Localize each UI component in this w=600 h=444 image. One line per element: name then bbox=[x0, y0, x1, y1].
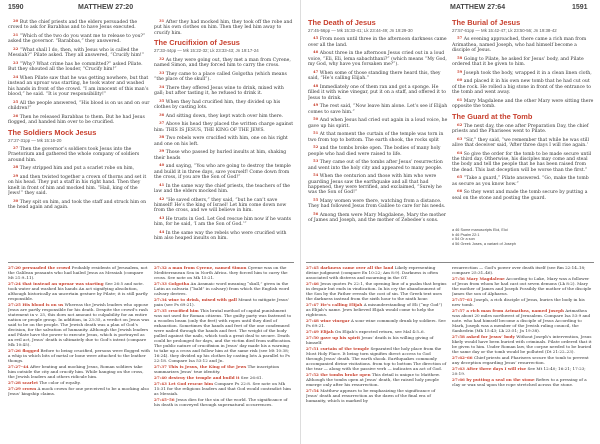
section-ref-soldiers-mock: 27:27-31pp — Mk 15:16-20 bbox=[8, 137, 62, 143]
left-running-head: MATTHEW 27:20 bbox=[78, 4, 134, 11]
note-reference: 27:63 After three days I will rise bbox=[452, 366, 527, 371]
note-reference: 27:40 destroy the temple and build it bbox=[154, 375, 240, 380]
left-column-1 bbox=[8, 18, 150, 254]
footnotes-block bbox=[452, 228, 594, 246]
verse bbox=[8, 198, 150, 211]
note-reference: 27:32 a man from Cyrene, named Simon bbox=[154, 265, 247, 270]
verses-block-1 bbox=[8, 18, 150, 126]
study-note bbox=[452, 276, 594, 296]
section-heading-death: The Death of Jesus bbox=[308, 18, 376, 27]
note-reference: 27:35 crucified him bbox=[154, 308, 199, 313]
study-note bbox=[8, 364, 150, 379]
verse-number: 50 bbox=[313, 116, 319, 122]
verse bbox=[8, 18, 150, 31]
verse bbox=[8, 99, 150, 112]
study-note bbox=[8, 265, 150, 280]
verse bbox=[154, 84, 294, 97]
verse-text: In the same way the rebels who were crucified with him also heaped insults on him. bbox=[154, 231, 287, 242]
note-text: On Elijah’s expected return, see Mal 4:5–6. bbox=[334, 329, 425, 334]
note-reference: 27:29 crown bbox=[8, 386, 37, 391]
footnote: b 46 Psalm 22:1 bbox=[452, 232, 480, 237]
verse-number: 29 bbox=[13, 173, 19, 179]
study-note bbox=[306, 335, 448, 345]
left-study-notes-2 bbox=[154, 265, 294, 441]
verse bbox=[8, 173, 150, 197]
study-note bbox=[8, 302, 150, 347]
left-notes-divider bbox=[8, 262, 294, 263]
right-column-1 bbox=[308, 16, 448, 254]
verse-text: “He saved others,” they said, “but he can’t save himself! He’s the king of Israel! Let him come down now from the cross, and we will believe in him. bbox=[154, 197, 287, 214]
verse-number: 61 bbox=[457, 96, 463, 102]
verse bbox=[154, 196, 294, 214]
verse-text: There they offered Jesus wine to drink, mixed with gall; but after tasting it, he refused to drink it. bbox=[154, 85, 284, 97]
note-reference: 27:28 scarlet bbox=[8, 380, 38, 385]
note-reference: 27:33 Golgotha bbox=[154, 281, 190, 286]
verse bbox=[8, 74, 150, 98]
footnote: a 46 Some manuscripts Eloi, Eloi bbox=[452, 228, 508, 232]
footnote: c 54 Or a son bbox=[452, 237, 475, 242]
verse-number: 52 bbox=[313, 144, 319, 150]
study-note bbox=[154, 297, 294, 307]
verse-text: Joseph took the body, wrapped it in a clean linen cloth, bbox=[463, 70, 592, 76]
section-heading-crucifixion: The Crucifixion of Jesus bbox=[154, 38, 240, 48]
left-page-number: 1590 bbox=[8, 4, 24, 11]
note-text-continued: An act signifying absolution, although historically an uncertain gesture by Pilate; it is still partly responsible. bbox=[8, 286, 148, 301]
note-text: An Aramaic word meaning “skull,” given in the Latin as calvaria (“bald” in calvary) from which the English word calvary derives. bbox=[154, 281, 290, 296]
translation-footnotes bbox=[452, 228, 594, 258]
verse-text: Above his head they placed the written charge against him: THIS IS JESUS, THE KING OF THE JEWS. bbox=[154, 122, 294, 133]
note-reference: 27:43 Let God rescue him bbox=[154, 381, 214, 386]
verse-number: 59 bbox=[457, 68, 463, 74]
note-text: After beating and mocking Jesus, Roman soldiers take him outside the city and crucify him. While hanging on the cross, the Jewish leaders and others ridicule him. bbox=[8, 364, 144, 379]
note-reference: 27:25 His blood is on us bbox=[8, 302, 64, 307]
verse-number: 39 bbox=[159, 148, 165, 154]
note-text: Probably residents of Jerusalem, not the Galilean peasants who had hailed Jesus as Messiah (compare Mt 21:9–11). bbox=[8, 265, 148, 280]
section-ref-crucifixion: 27:33-44pp — Mk 15:22-32; Lk 23:33-43; Jn 19:17-24 bbox=[154, 48, 259, 54]
verse-number: 26 bbox=[13, 112, 19, 118]
verse-text: Immediately one of them ran and got a sponge. He filled it with wine vinegar, put it on a staff, and offered it to Jesus to drink. bbox=[308, 84, 447, 101]
verse bbox=[154, 215, 294, 228]
verse-number: 32 bbox=[159, 55, 165, 61]
study-note bbox=[154, 381, 294, 396]
verse-text: “Which of the two do you want me to release to you?” asked the governor. “Barabbas,” they answered. bbox=[8, 34, 146, 45]
study-note bbox=[452, 265, 594, 275]
note-reference: 27:48 wine vinegar bbox=[306, 318, 350, 323]
verse bbox=[452, 35, 594, 53]
verse-text: They spit on him, and took the staff and struck him on the head again and again. bbox=[8, 199, 147, 211]
verse-number: 65 bbox=[457, 174, 463, 180]
note-text: This brutal method of capital punishment was not used for Roman citizens. The guilty party was fastened to a wooden beam (only the feet) with ropes until they died of exhaustion. Sometimes the hands and feet of the one condemned were nailed through the hands and feet. The weight of the body pulled against the nails, which took a great deal to secure. Death could be prolonged for days, and the victim died from suffocation. The public nature of crucifixion in Jesus’ day made his a warning to take up a cross and follow him at the same risk (see Mt 10:38; 16:24). they divided up his clothes by casting lots bbox=[154, 308, 292, 358]
verse bbox=[154, 182, 294, 195]
verse bbox=[308, 83, 448, 101]
note-text: A sour wine commonly drunk by soldiers. See Ps 69:21. bbox=[306, 318, 446, 328]
verse bbox=[452, 97, 594, 110]
note-text: According to Luke, Mary was a follower of Jesus from whom he had cast out seven demons (Lk 8:2). Mary the mother of James and Joseph bbox=[452, 276, 590, 291]
note-text-continued: According to Mark, Joseph was a member of the Jewish ruling council, the Sanhedrin (Mk 15:43; Lk 23:51; Jn 19:38). bbox=[452, 318, 582, 333]
verse-text: As they were going out, they met a man from Cyrene, named Simon, and they forced him to carry the cross. bbox=[154, 57, 291, 69]
verse bbox=[452, 55, 594, 68]
verse-number: 31 bbox=[159, 18, 165, 23]
verse bbox=[452, 188, 594, 201]
verse-number: 53 bbox=[313, 158, 319, 164]
verse bbox=[154, 148, 294, 161]
verse-number: 36 bbox=[159, 111, 165, 117]
right-column-2 bbox=[452, 16, 594, 224]
study-note bbox=[306, 318, 448, 328]
section-heading-burial: The Burial of Jesus bbox=[452, 18, 521, 27]
left-study-notes-1 bbox=[8, 265, 150, 441]
note-reference: 27:51 curtain of the temple bbox=[306, 346, 370, 351]
verse-number: 58 bbox=[457, 54, 463, 60]
verse-number: 35 bbox=[159, 97, 165, 103]
verse-text: Those who passed by hurled insults at him, shaking their heads bbox=[154, 150, 287, 161]
verse bbox=[154, 98, 294, 111]
verse bbox=[154, 56, 294, 69]
verse bbox=[8, 46, 150, 59]
verse-text: When the centurion and those with him who were guarding Jesus saw the earthquake and all that had happened, they were terrified, and exclaimed, “Surely he was the Son of God!” bbox=[308, 174, 442, 196]
note-text: Jesus’ death is his willing giving of himself. bbox=[306, 335, 434, 345]
verse-text: The next day, the one after Preparation Day, the chief priests and the Pharisees went to Pilate. bbox=[452, 123, 589, 135]
verse-number: 27 bbox=[13, 145, 19, 151]
verse bbox=[154, 120, 294, 133]
footnote: d 56 Greek Joses, a variant of Joseph bbox=[452, 241, 516, 246]
note-reference: 27:49 Elijah bbox=[306, 329, 334, 334]
verse bbox=[8, 145, 150, 163]
verse bbox=[308, 144, 448, 157]
verse-text: Then he released Barabbas to them. But he had Jesus flogged, and handed him over to be crucified. bbox=[8, 114, 145, 126]
verse-text: So give the order for the tomb to be made secure until the third day. Otherwise, his disciples may come and steal the body and tell the people that he has been raised from the dead. This last deception will be worse than the first.” bbox=[452, 151, 592, 173]
verse-number: 47 bbox=[313, 68, 319, 74]
verse-text: After they had mocked him, they took off the robe and put his own clothes on him. Then they led him away to crucify him. bbox=[154, 20, 293, 36]
note-text: Matthew appears to be emphasizing the significance of Jesus’ death and resurrection as the dawn of the final era of humanity, which is marked by bbox=[306, 388, 436, 403]
section-ref-death: 27:45-56pp — Mk 15:33-41; Lk 23:44-49; Jn 19:29-30 bbox=[308, 28, 413, 33]
verse-number: 20 bbox=[13, 18, 19, 23]
verses-block-2 bbox=[8, 145, 150, 211]
verse-number: 63 bbox=[457, 135, 463, 141]
note-text: The color of royalty. bbox=[39, 380, 81, 385]
note-text: Cyrene was on the Mediterranean Sea in North Africa. they forced him to carry the cross. See note on Mk 15:21. bbox=[154, 265, 288, 280]
verse-text: He trusts in God. Let God rescue him now if he wants him, for he said, ‘I am the Son of God.’” bbox=[154, 217, 292, 228]
section-ref-burial: 27:57-61pp — Mk 15:42-47; Lk 23:50-56; Jn 19:38-42 bbox=[452, 28, 557, 33]
verse-number: 34 bbox=[159, 83, 165, 89]
study-note bbox=[306, 265, 448, 280]
verses-block-7 bbox=[452, 122, 594, 202]
note-reference: 27:34 wine to drink, mixed with gall bbox=[154, 297, 237, 302]
verse-text: Mary Magdalene and the other Mary were sitting there opposite the tomb. bbox=[452, 98, 594, 110]
study-note bbox=[8, 281, 150, 301]
verse-number: 28 bbox=[13, 164, 19, 170]
verse-text: and saying, “You who are going to destroy the temple and build it in three days, save yourself! Come down from the cross, if you are the Son of God!” bbox=[154, 164, 291, 181]
verse-text: Many women were there, watching from a distance. They had followed Jesus from Galilee to care for his needs. bbox=[308, 199, 446, 210]
verse-number: 42 bbox=[159, 195, 165, 201]
verse-number: 45 bbox=[313, 35, 319, 41]
study-note bbox=[306, 281, 448, 301]
note-text-continued: The direction of the tear — along with the passive verb — indicates an act of God. bbox=[306, 361, 447, 371]
verse-number: 62 bbox=[457, 121, 463, 127]
notes-block-3 bbox=[452, 265, 594, 387]
verse bbox=[154, 18, 294, 36]
study-note bbox=[306, 388, 448, 403]
verse-number: 33 bbox=[159, 69, 165, 75]
verse bbox=[308, 35, 448, 48]
note-text: See 26:61. bbox=[240, 375, 263, 380]
study-note bbox=[306, 302, 448, 317]
verse bbox=[308, 197, 448, 210]
verse bbox=[452, 174, 594, 187]
verse-text: “Sir,” they said, “we remember that while he was still alive that deceiver said, ‘After three days I will rise again.’ bbox=[452, 137, 589, 149]
study-note bbox=[306, 346, 448, 371]
verse bbox=[154, 134, 294, 147]
verse-number: 56 bbox=[313, 211, 319, 217]
section-heading-soldiers-mock: The Soldiers Mock Jesus bbox=[8, 127, 97, 137]
note-reference: 27:45–56 bbox=[154, 397, 175, 402]
note-text: See 26:5 and note. took water and washed his hands bbox=[8, 281, 144, 291]
verse-text: Going to Pilate, he asked for Jesus’ body, and Pilate ordered that it be given to him. bbox=[452, 56, 584, 68]
study-note bbox=[154, 397, 294, 407]
verse-text: They came to a place called Golgotha (which means “the place of the skull”). bbox=[154, 71, 287, 83]
section-heading-guard: The Guard at the Tomb bbox=[452, 111, 533, 121]
verse bbox=[308, 211, 448, 224]
study-note bbox=[154, 281, 294, 296]
verse bbox=[308, 130, 448, 143]
verse-number: 22 bbox=[13, 46, 19, 51]
verse-number: 57 bbox=[457, 35, 463, 41]
note-reference: 27:26 flogged bbox=[8, 348, 40, 353]
verse-number: 44 bbox=[159, 229, 165, 235]
verse-number: 43 bbox=[159, 215, 165, 221]
note-reference: 27:20 persuaded the crowd bbox=[8, 265, 71, 270]
verse bbox=[452, 69, 594, 76]
verse-number: 40 bbox=[159, 162, 165, 168]
notes-block-4 bbox=[306, 265, 448, 403]
verse bbox=[452, 122, 594, 135]
verse-number: 24 bbox=[13, 74, 19, 79]
verse-text: So they went and made the tomb secure by putting a seal on the stone and posting the guard. bbox=[452, 190, 588, 201]
note-text: Before to being crucified, persons were flogged with a whip in which bits of metal or bone were attached to the leather thongs. bbox=[8, 348, 150, 363]
verse-text: “Take a guard,” Pilate answered. “Go, make the tomb as secure as you know how.” bbox=[452, 176, 589, 187]
study-note bbox=[154, 375, 294, 380]
note-text: Compare Ps 22:8. See note on Mk 15:31 for the religious leaders and that God would contradict him as Messiah. bbox=[154, 381, 291, 396]
note-reference: 27:56 Mary Magdalene bbox=[452, 276, 505, 281]
note-text: Whereas the Jewish leaders who oppose Jesus are partly responsible for his death. Despite the crowd’s rash statement in v. 25, this does not amount to culpability for an entire nation or people group. In addition, in 23:35, a verdict on Jesus was said to be on the people. The Jewish death was a plan of God’s decision, for the salvation of humanity. Although the Jewish leaders and Pilate have the power to execute Jesus, which is portrayed as an evil act, Jesus’ death is ultimately due to God’s intent (compare Mk 10:45). bbox=[8, 302, 150, 347]
study-note bbox=[306, 329, 448, 334]
note-reference: 27:24 that instead an uproar was starting bbox=[8, 281, 104, 286]
verse bbox=[308, 116, 448, 129]
note-text: Refers to a pressing of a clay or wax seal upon the rope stretched across the stone. bbox=[452, 377, 587, 387]
verse-text: They stripped him and put a scarlet robe on him, bbox=[19, 166, 135, 172]
verses-block-3 bbox=[154, 18, 294, 36]
left-column-2 bbox=[154, 18, 294, 254]
verse bbox=[308, 172, 448, 196]
verse-text: Among them were Mary Magdalene, Mary the mother of James and Joseph, and the mother of Zebedee’s sons. bbox=[308, 213, 446, 224]
verse-text: Then the governor’s soldiers took Jesus into the Praetorium and gathered the whole company of soldiers around him. bbox=[8, 147, 140, 163]
study-note bbox=[452, 377, 594, 387]
notes-block-2 bbox=[154, 265, 294, 407]
note-reference: 27:57 a rich man from Arimathea, named Joseph bbox=[452, 308, 564, 313]
note-reference: 27:45 darkness came over all the land bbox=[306, 265, 394, 270]
verses-block-4 bbox=[154, 56, 294, 242]
right-page bbox=[300, 0, 600, 444]
note-text: resurrection — God’s power over death itself (see Rm 22:14–18; compare 25:31–46). bbox=[452, 265, 586, 275]
right-study-notes-2 bbox=[452, 265, 594, 441]
note-text: A misunderstanding of Eli (“my God”) as Elijah’s name. Jews believed Elijah would come to help the righteous. bbox=[306, 302, 443, 317]
verse-text: When some of those standing there heard this, they said, “He’s calling Elijah.” bbox=[308, 70, 441, 82]
note-text: Meant to mitigate Jesus’ pain (see Ps 69:21). bbox=[154, 297, 290, 307]
verse bbox=[8, 32, 150, 45]
verse bbox=[154, 162, 294, 180]
verse-text: When they had crucified him, they divided up his clothes by casting lots. bbox=[154, 99, 281, 111]
study-note bbox=[452, 355, 594, 365]
verse-number: 30 bbox=[13, 197, 19, 203]
verse-text: In the same way the chief priests, the teachers of the law and the elders mocked him. bbox=[154, 183, 291, 195]
verse-number: 51 bbox=[313, 130, 319, 136]
verse bbox=[308, 49, 448, 67]
note-reference: 27:47 He’s calling Elijah bbox=[306, 302, 363, 307]
verse-text: About three in the afternoon Jesus cried out in a loud voice, “Eli, Eli, lema sabachthani?” (which means “My God, my God, why have you forsaken me?”). bbox=[308, 51, 447, 68]
verse-text: All the people answered, “His blood is on us and on our children!” bbox=[8, 100, 150, 112]
verse bbox=[154, 229, 294, 242]
verse-text: When Pilate saw that he was getting nowhere, but that instead an uproar was starting, he took water and washed his hands in front of the crowd. “I am innocent of this man’s blood,” he said. “It is your responsibility!” bbox=[8, 76, 149, 98]
verse-text: and placed it in his own new tomb that he had cut out of the rock. He rolled a big stone in front of the entrance to the tomb and went away. bbox=[452, 79, 591, 96]
verse bbox=[452, 136, 594, 149]
verse-number: 66 bbox=[457, 188, 463, 194]
verse-text: But the chief priests and the elders persuaded the crowd to ask for Barabbas and to have Jesus executed. bbox=[8, 20, 138, 31]
study-note bbox=[452, 308, 594, 333]
note-reference: 27:57–61 bbox=[452, 297, 473, 302]
verse bbox=[8, 113, 150, 126]
note-text: Arimathea was about 20 miles northwest of Jerusalem. Compare Isa 53:9 and note. who had himself become a disciple of Jesus bbox=[452, 308, 591, 323]
study-note bbox=[154, 308, 294, 363]
note-reference: 27:52 the tombs broke open bbox=[306, 372, 371, 377]
verse bbox=[154, 112, 294, 119]
verse-number: 46 bbox=[313, 49, 319, 55]
study-note bbox=[154, 265, 294, 280]
note-text: The inscription summarizes Jesus’ true identity. bbox=[154, 364, 280, 374]
verse-number: 54 bbox=[313, 172, 319, 178]
study-note bbox=[452, 334, 594, 354]
study-note bbox=[8, 348, 150, 363]
verse-number: 49 bbox=[313, 102, 319, 108]
note-reference: 27:50 gave up his spirit bbox=[306, 335, 361, 340]
verse-number: 21 bbox=[13, 32, 19, 37]
verse-number: 64 bbox=[457, 149, 463, 155]
verses-block-5 bbox=[308, 35, 448, 223]
verse-text: At that moment the curtain of the temple was torn in two from top to bottom. The earth shook, the rocks split bbox=[308, 132, 444, 143]
notes-block-1 bbox=[8, 265, 150, 396]
note-text-continued: A parallel to Ps 22:18. Compare Isa 53:12 and Jn. bbox=[154, 353, 290, 363]
note-reference: 27:46 bbox=[306, 281, 319, 286]
verse bbox=[452, 150, 594, 174]
verse-text: and then twisted together a crown of thorns and set it on his head. They put a staff in his right hand. Then they knelt in front of him and mocked him. “Hail, king of the Jews!” they said. bbox=[8, 175, 147, 197]
note-reference: 27:54 bbox=[306, 388, 319, 393]
verses-block-6 bbox=[452, 35, 594, 109]
note-text: A mock crown for one perceived to be a mocking also Jesus’ kingship claims. bbox=[8, 386, 149, 396]
right-page-number: 1591 bbox=[572, 4, 588, 11]
note-text: Likely representing divine judgment (compare Ex 10:22; Am 8:9). Darkness is often associated with distress and mourning in the OT. bbox=[306, 265, 439, 280]
verse-number: 41 bbox=[159, 181, 165, 187]
note-text: Jesus quotes Ps 22:1, the opening line of a psalm that begins in despair but ends in vindication. In his cry the abandonment of the Son by the Father reveals the cost of sin. The Greek text uses the darkness instead from the sixth hour to the ninth hour. bbox=[306, 281, 447, 301]
verse bbox=[308, 158, 448, 171]
note-text: Jesus dies for the sin of the world. The significance of his death is conveyed through supernatural occurrences. bbox=[154, 397, 288, 407]
note-reference: 27:27–44 bbox=[8, 364, 29, 369]
verse-number: 38 bbox=[159, 134, 165, 140]
verse-text: and the tombs broke open. The bodies of many holy people who had died were raised to life. bbox=[308, 146, 441, 157]
study-note bbox=[306, 372, 448, 387]
right-notes-divider bbox=[306, 262, 594, 263]
verse bbox=[154, 70, 294, 83]
note-text: Joseph, a rich disciple of Jesus, buries the body in his new tomb. bbox=[452, 297, 585, 307]
note-text: This detail is unique to Matthew. Although the tombs open at Jesus’ death, the raised holy people emerge only after his resurrection. bbox=[306, 372, 441, 387]
verse-text: The rest said, “Now leave him alone. Let’s see if Elijah comes to save him.” bbox=[308, 104, 448, 115]
verse bbox=[8, 60, 150, 73]
right-study-notes-1 bbox=[306, 265, 448, 441]
verse-text: As evening approached, there came a rich man from Arimathea, named Joseph, who had himself become a disciple of Jesus. bbox=[452, 37, 587, 54]
verse-number: 25 bbox=[13, 98, 19, 104]
study-note bbox=[452, 297, 594, 307]
verse bbox=[452, 77, 594, 95]
study-note bbox=[452, 366, 594, 376]
verse-number: 23 bbox=[13, 60, 19, 65]
note-text: Separated the holy place from the Most Holy Place. It being torn signifies direct access to God through Jesus’ death. The earth shook. Earthquakes commonly accompanied divine visitations. from top to bottom bbox=[306, 346, 442, 366]
verse-number: 60 bbox=[457, 77, 463, 83]
verse-number: 55 bbox=[313, 197, 319, 203]
study-note bbox=[154, 364, 294, 374]
verse-text: And sitting down, they kept watch over him there. bbox=[165, 113, 284, 119]
verse bbox=[308, 102, 448, 115]
note-reference: 27:66 by putting a seal on the stone bbox=[452, 377, 535, 382]
verse bbox=[8, 164, 150, 171]
study-note bbox=[8, 380, 150, 385]
verse-text: Two rebels were crucified with him, one on his right and one on his left. bbox=[154, 136, 288, 147]
verse-number: 37 bbox=[159, 120, 165, 126]
verse-text: From noon until three in the afternoon darkness came over all the land. bbox=[308, 37, 447, 48]
note-text: Without Joseph’s intervention, Jesus likely would have been buried with criminals. Pilate ordered that it be given to him. Under Roman law, the corpse needed to be buried the same day or the tomb would be polluted (Dt 21:22–23). bbox=[452, 334, 592, 354]
verse-text: “What shall I do, then, with Jesus who is called the Messiah?” Pilate asked. They all answered, “Crucify him!” bbox=[8, 48, 145, 59]
note-text-continued: Possibly the mother of the disciple James the son of Alphaeus. bbox=[452, 286, 592, 296]
note-text: Chief priests and Pharisees secure the tomb to prevent any deception regarding Jesus’ resurrection. bbox=[452, 355, 589, 365]
verse-text: And when Jesus had cried out again in a loud voice, he gave up his spirit. bbox=[308, 118, 448, 129]
verse-text: “Why? What crime has he committed?” asked Pilate. But they shouted all the louder, “Crucify him!” bbox=[8, 62, 143, 73]
note-reference: 27:62–66 bbox=[452, 355, 473, 360]
note-reference: 27:58 asked for Jesus’ body bbox=[452, 334, 515, 339]
verse bbox=[308, 69, 448, 82]
note-reference: 27:37 This is Jesus, the King of the Jews bbox=[154, 364, 247, 369]
verse-text: They came out of the tombs after Jesus’ resurrection and went into the holy city and appeared to many people. bbox=[308, 160, 443, 171]
right-running-head: MATTHEW 27:64 bbox=[450, 4, 506, 11]
verse-number: 48 bbox=[313, 82, 319, 88]
note-text: See Mt 12:40; 16:21; 17:23; 20:19. bbox=[452, 366, 586, 376]
study-note bbox=[8, 386, 150, 396]
